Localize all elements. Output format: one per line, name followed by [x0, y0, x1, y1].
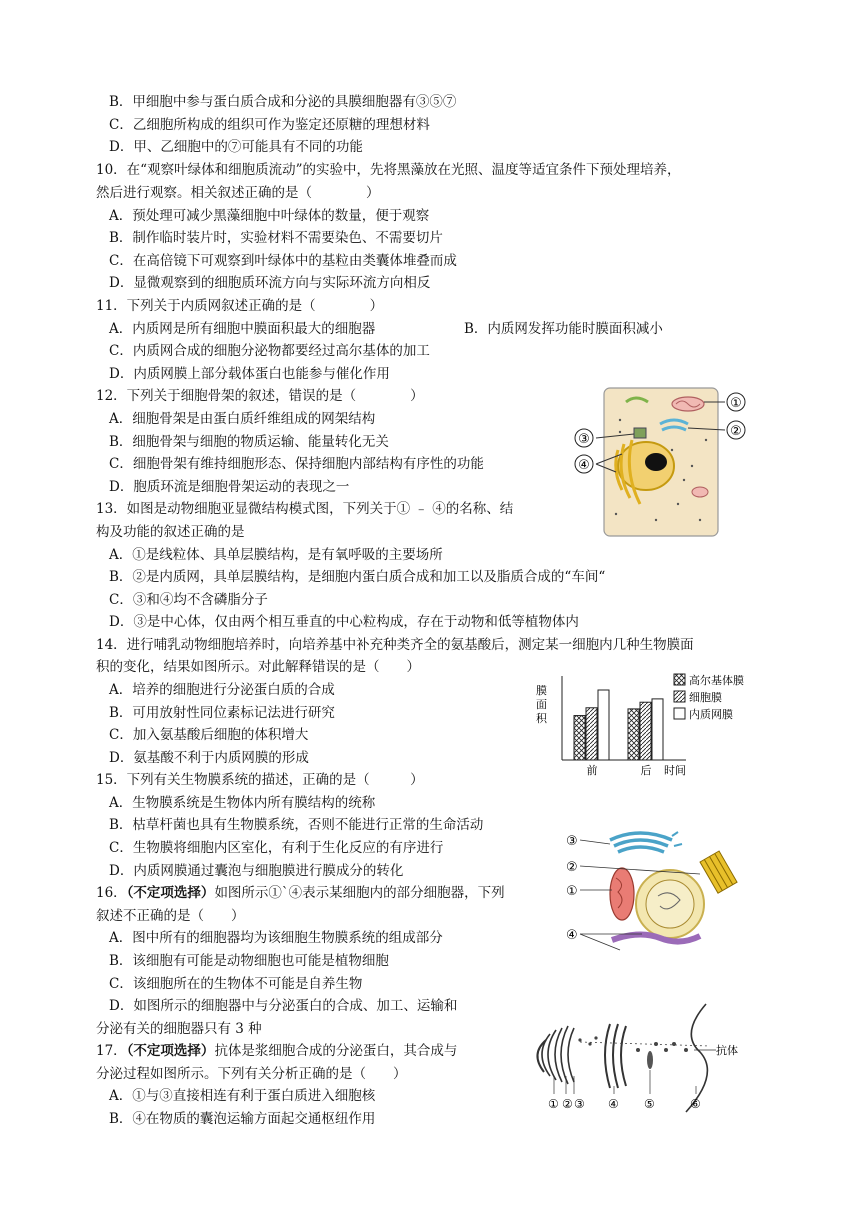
q16-multi-select-tag: （不定项选择） — [126, 885, 215, 901]
secretion-label-5: ⑤ — [644, 1097, 655, 1111]
legend-swatch — [674, 708, 685, 719]
antibody-label: 抗体 — [716, 1044, 738, 1057]
q17-option-b: B．④在物质的囊泡运输方面起交通枢纽作用 — [109, 1111, 376, 1127]
q15-option-a: A．生物膜系统是生物体内所有膜结构的统称 — [109, 795, 376, 811]
q16-option-a: A．图中所有的细胞器均为该细胞生物膜系统的组成部分 — [109, 930, 443, 946]
q11-stem: 11．下列关于内质网叙述正确的是（ ） — [96, 298, 384, 314]
q17-stem-line2: 分泌过程如图所示。下列有关分析正确的是（ ） — [96, 1066, 407, 1082]
chart-ylabel-1: 膜 — [536, 684, 547, 697]
q11-option-a: A．内质网是所有细胞中膜面积最大的细胞器 — [109, 321, 376, 337]
q10-option-a: A．预处理可减少黑藻细胞中叶绿体的数量，便于观察 — [109, 208, 430, 224]
q17-stem-text: 抗体是浆细胞合成的分泌蛋白，其合成与 — [214, 1043, 458, 1059]
q12-option-a: A．细胞骨架是由蛋白质纤维组成的网架结构 — [109, 411, 376, 427]
q9-option-d: D．甲、乙细胞中的⑦可能具有不同的功能 — [109, 139, 363, 155]
secretion-label-1: ① — [548, 1097, 559, 1111]
animal-cell-figure — [560, 380, 780, 540]
q15-option-b: B．枯草杆菌也具有生物膜系统，否则不能进行正常的生命活动 — [109, 817, 484, 833]
organelle-label-4: ④ — [566, 928, 578, 943]
q12-option-c: C．细胞骨架有维持细胞形态、保持细胞内部结构有序性的功能 — [109, 456, 484, 472]
q10-stem-line2: 然后进行观察。相关叙述正确的是（ ） — [96, 185, 380, 201]
q14-option-b: B．可用放射性同位素标记法进行研究 — [109, 705, 335, 721]
q13-stem-line2: 构及功能的叙述正确的是 — [96, 524, 245, 540]
q13-option-d: D．③是中心体，仅由两个相互垂直的中心粒构成，存在于动物和低等植物体内 — [109, 614, 579, 630]
q16-option-b: B．该细胞有可能是动物细胞也可能是植物细胞 — [109, 953, 389, 969]
membrane-area-chart — [534, 668, 784, 780]
q9-option-c: C．乙细胞所构成的组织可作为鉴定还原糖的理想材料 — [109, 117, 430, 133]
chart-bar-0-2 — [598, 690, 609, 760]
legend-swatch — [674, 674, 685, 685]
organelle-label-2: ② — [566, 860, 578, 875]
secretion-label-3: ③ — [574, 1097, 585, 1111]
q17-multi-select-tag: （不定项选择） — [126, 1043, 215, 1059]
q16-stem-text: 如图所示①`④表示某细胞内的部分细胞器，下列 — [214, 885, 505, 901]
chart-bar-0-0 — [574, 716, 585, 760]
q10-option-b: B．制作临时装片时，实验材料不需要染色、不需要切片 — [109, 230, 443, 246]
q15-option-c: C．生物膜将细胞内区室化，有利于生化反应的有序进行 — [109, 840, 444, 856]
q10-stem-line1: 10．在“观察叶绿体和细胞质流动”的实验中，先将黑藻放在光照、温度等适宜条件下预处理培养， — [96, 162, 681, 178]
chart-ylabel-2: 面 — [536, 698, 547, 711]
q15-stem: 15．下列有关生物膜系统的描述，正确的是（ ） — [96, 772, 424, 788]
q17-stem-line1 — [96, 1041, 457, 1061]
antibody-secretion-figure — [510, 994, 760, 1114]
secretion-label-4: ④ — [608, 1097, 619, 1111]
legend-swatch — [674, 691, 685, 702]
chart-bar-1-1 — [640, 702, 651, 760]
q13-option-b: B．②是内质网，具单层膜结构，是细胞内蛋白质合成和加工以及脂质合成的“车间“ — [109, 569, 606, 585]
q10-option-d: D．显微观察到的细胞质环流方向与实际环流方向相反 — [109, 275, 431, 291]
chart-category-label: 前 — [586, 764, 598, 777]
q14-option-c: C．加入氨基酸后细胞的体积增大 — [109, 727, 309, 743]
q14-stem-line2: 积的变化，结果如图所示。对此解释错误的是（ ） — [96, 659, 420, 675]
cell-label-4: ④ — [578, 458, 590, 473]
q13-stem-line1: 13．如图是动物细胞亚显微结构模式图，下列关于① ﹣ ④的名称、结 — [96, 501, 514, 517]
organelles-figure — [560, 822, 760, 960]
cell-label-1: ① — [730, 396, 742, 411]
q13-option-c: C．③和④均不含磷脂分子 — [109, 592, 268, 608]
q14-option-d: D．氨基酸不利于内质网膜的形成 — [109, 750, 309, 766]
q15-option-d: D．内质网膜通过囊泡与细胞膜进行膜成分的转化 — [109, 863, 404, 879]
legend-label: 内质网膜 — [689, 708, 733, 721]
legend-label: 高尔基体膜 — [689, 674, 744, 687]
chart-bar-0-1 — [586, 708, 597, 760]
q11-option-c: C．内质网合成的细胞分泌物都要经过高尔基体的加工 — [109, 343, 430, 359]
q14-option-a: A．培养的细胞进行分泌蛋白质的合成 — [109, 682, 335, 698]
q12-option-d: D．胞质环流是细胞骨架运动的表现之一 — [109, 479, 350, 495]
legend-label: 细胞膜 — [689, 691, 722, 704]
q14-stem-line1: 14．进行哺乳动物细胞培养时，向培养基中补充种类齐全的氨基酸后，测定某一细胞内几种生物膜面 — [96, 637, 694, 653]
secretion-label-2: ② — [562, 1097, 573, 1111]
chart-bar-1-0 — [628, 709, 639, 760]
q13-option-a: A．①是线粒体、具单层膜结构，是有氧呼吸的主要场所 — [109, 547, 443, 563]
chart-category-label: 后 — [640, 764, 652, 777]
cell-label-2: ② — [730, 424, 742, 439]
q16-number: 16． — [96, 885, 127, 901]
q9-option-b: B．甲细胞中参与蛋白质合成和分泌的具膜细胞器有③⑤⑦ — [109, 94, 457, 110]
chart-xlabel: 时间 — [664, 764, 686, 777]
q16-option-d-line2: 分泌有关的细胞器只有 3 种 — [96, 1021, 262, 1037]
organelle-label-3: ③ — [566, 834, 578, 849]
q17-option-a: A．①与③直接相连有利于蛋白质进入细胞核 — [109, 1088, 376, 1104]
q16-stem-line2: 叙述不正确的是（ ） — [96, 908, 245, 924]
q11-option-d: D．内质网膜上部分载体蛋白也能参与催化作用 — [109, 366, 390, 382]
secretion-label-6: ⑥ — [690, 1097, 701, 1111]
q16-stem-line1 — [96, 883, 505, 903]
organelle-label-1: ① — [566, 884, 578, 899]
q11-option-b: B．内质网发挥功能时膜面积减小 — [464, 321, 663, 337]
q12-stem: 12．下列关于细胞骨架的叙述，错误的是（ ） — [96, 388, 424, 404]
q16-option-d-line1: D．如图所示的细胞器中与分泌蛋白的合成、加工、运输和 — [109, 998, 458, 1014]
chart-ylabel-3: 积 — [536, 712, 547, 725]
q16-option-c: C．该细胞所在的生物体不可能是自养生物 — [109, 976, 363, 992]
q12-option-b: B．细胞骨架与细胞的物质运输、能量转化无关 — [109, 434, 389, 450]
cell-label-3: ③ — [578, 432, 590, 447]
q10-option-c: C．在高倍镜下可观察到叶绿体中的基粒由类囊体堆叠而成 — [109, 253, 457, 269]
q17-number: 17． — [96, 1043, 127, 1059]
chart-bar-1-2 — [652, 699, 663, 760]
